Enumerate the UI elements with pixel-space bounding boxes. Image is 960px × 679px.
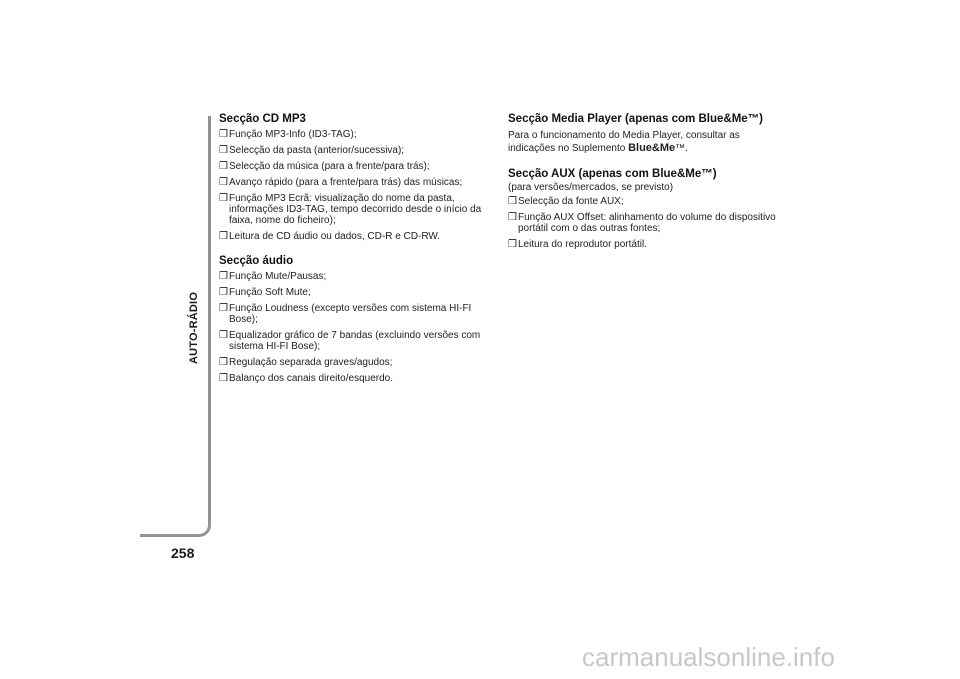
media-player-paragraph: Para o funcionamento do Media Player, consultar as indicações no Suplemento Blue&Me™. bbox=[508, 130, 740, 154]
list-item: ❒ Selecção da música (para a frente/para trás); bbox=[219, 161, 430, 172]
checkbox-bullet-icon: ❒ bbox=[219, 303, 228, 314]
section-title: Secção CD MP3 bbox=[219, 113, 306, 125]
checkbox-bullet-icon: ❒ bbox=[219, 193, 228, 204]
checkbox-bullet-icon: ❒ bbox=[219, 287, 228, 298]
section-title: Secção AUX (apenas com Blue&Me™) bbox=[508, 168, 717, 180]
page-number: 258 bbox=[171, 545, 195, 561]
list-item: ❒ Leitura de CD áudio ou dados, CD-R e CD-RW. bbox=[219, 231, 441, 242]
checkbox-bullet-icon: ❒ bbox=[508, 196, 517, 207]
checkbox-bullet-icon: ❒ bbox=[219, 231, 228, 242]
checkbox-bullet-icon: ❒ bbox=[508, 212, 517, 223]
checkbox-bullet-icon: ❒ bbox=[219, 177, 228, 188]
left-column bbox=[219, 112, 499, 396]
checkbox-bullet-icon: ❒ bbox=[219, 330, 228, 341]
section-title: Secção Media Player (apenas com Blue&Me™) bbox=[508, 113, 764, 125]
checkbox-bullet-icon: ❒ bbox=[508, 239, 517, 250]
bullet-list bbox=[219, 129, 499, 242]
section-audio bbox=[219, 254, 499, 384]
list-item: ❒ Leitura do reprodutor portátil. bbox=[508, 239, 647, 250]
checkbox-bullet-icon: ❒ bbox=[219, 161, 228, 172]
checkbox-bullet-icon: ❒ bbox=[219, 145, 228, 156]
list-item: ❒ Equalizador gráfico de 7 bandas (excluindo versões com sistema HI-FI Bose); bbox=[219, 330, 481, 352]
list-item: ❒ Avanço rápido (para a frente/para trás) das músicas; bbox=[219, 177, 463, 188]
section-cd-mp3 bbox=[219, 112, 499, 242]
list-item: ❒ Função MP3 Ecrã: visualização do nome da pasta, informações ID3-TAG, tempo decorrido desde o início da faixa, nome do ficheiro); bbox=[219, 193, 482, 226]
list-item: ❒ Função Loudness (excepto versões com sistema HI-FI Bose); bbox=[219, 303, 472, 325]
checkbox-bullet-icon: ❒ bbox=[219, 357, 228, 368]
list-item: ❒ Balanço dos canais direito/esquerdo. bbox=[219, 373, 393, 384]
section-title: Secção áudio bbox=[219, 255, 294, 267]
list-item: ❒ Selecção da pasta (anterior/sucessiva); bbox=[219, 145, 405, 156]
right-column bbox=[508, 112, 788, 262]
list-item: ❒ Função Soft Mute; bbox=[219, 287, 311, 298]
list-item: ❒ Função AUX Offset: alinhamento do volume do dispositivo portátil com o das outras fontes; bbox=[508, 212, 776, 234]
list-item: ❒ Regulação separada graves/agudos; bbox=[219, 357, 393, 368]
section-aux bbox=[508, 167, 788, 250]
bullet-list bbox=[219, 271, 499, 384]
chapter-side-label: AUTO-RÁDIO bbox=[188, 291, 200, 364]
list-item: ❒ Selecção da fonte AUX; bbox=[508, 196, 624, 207]
side-frame-border bbox=[140, 116, 211, 537]
bullet-list bbox=[508, 196, 788, 250]
list-item: ❒ Função MP3-Info (ID3-TAG); bbox=[219, 129, 357, 140]
section-media-player bbox=[508, 112, 788, 155]
list-item: ❒ Função Mute/Pausas; bbox=[219, 271, 327, 282]
checkbox-bullet-icon: ❒ bbox=[219, 129, 228, 140]
checkbox-bullet-icon: ❒ bbox=[219, 373, 228, 384]
section-subtitle: (para versões/mercados, se previsto) bbox=[508, 182, 674, 193]
watermark: carmanualsonline.info bbox=[582, 642, 835, 672]
checkbox-bullet-icon: ❒ bbox=[219, 271, 228, 282]
